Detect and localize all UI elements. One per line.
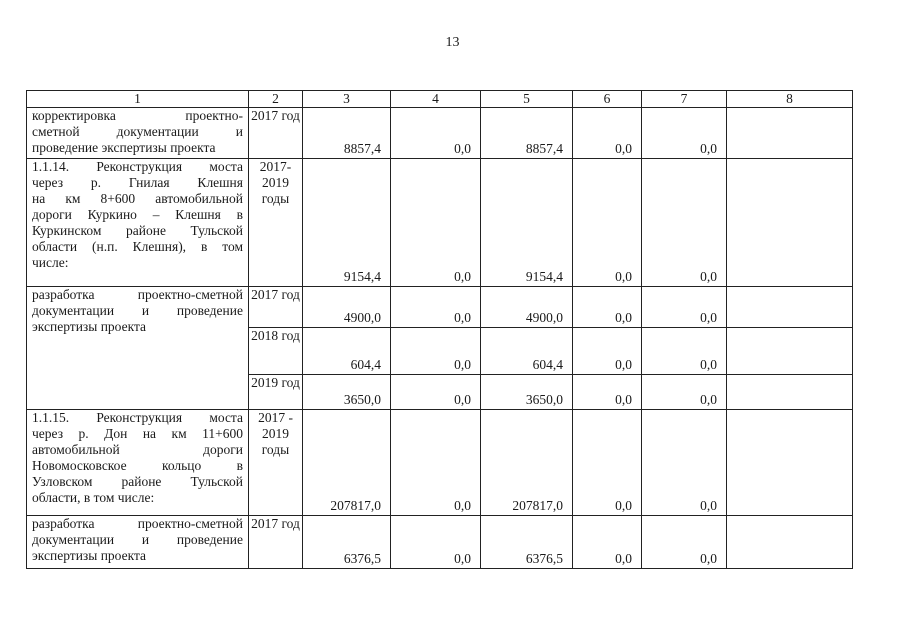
table-row <box>27 516 853 569</box>
description-line: области, в том числе: <box>32 490 155 505</box>
value-cell <box>727 328 853 375</box>
description-line: документации и проведение <box>32 303 243 318</box>
value-cell: 604,4 <box>303 328 391 375</box>
description-line: сметной документации и <box>32 124 243 139</box>
description-line: экспертизы проекта <box>32 548 147 563</box>
description-line: экспертизы проекта <box>32 319 147 334</box>
description-line: области (н.п. Клешня), в том <box>32 239 243 254</box>
value-cell <box>727 108 853 159</box>
description-cell <box>27 410 249 516</box>
value-cell: 0,0 <box>391 159 481 287</box>
value-cell: 6376,5 <box>481 516 573 569</box>
description-line: Узловском районе Тульской <box>32 474 243 489</box>
value-cell: 0,0 <box>573 328 642 375</box>
description-cell <box>27 287 249 410</box>
header-cell: 5 <box>481 91 573 108</box>
value-cell: 0,0 <box>642 410 727 516</box>
table-row <box>27 108 853 159</box>
page-number: 13 <box>445 35 460 50</box>
value-cell: 0,0 <box>642 287 727 328</box>
value-cell: 9154,4 <box>481 159 573 287</box>
value-cell <box>727 410 853 516</box>
value-cell: 4900,0 <box>303 287 391 328</box>
table-row <box>27 287 853 328</box>
value-cell: 0,0 <box>573 287 642 328</box>
value-cell: 0,0 <box>573 516 642 569</box>
value-cell: 8857,4 <box>303 108 391 159</box>
description-cell <box>27 108 249 159</box>
header-cell: 1 <box>27 91 249 108</box>
header-cell: 4 <box>391 91 481 108</box>
value-cell: 0,0 <box>573 375 642 410</box>
year-cell: 2017 год <box>249 108 303 159</box>
year-cell: 2019 год <box>249 375 303 410</box>
header-cell: 3 <box>303 91 391 108</box>
value-cell: 0,0 <box>391 108 481 159</box>
header-cell: 8 <box>727 91 853 108</box>
description-line: через р. Гнилая Клешня <box>32 175 243 190</box>
value-cell: 0,0 <box>573 108 642 159</box>
value-cell: 0,0 <box>642 108 727 159</box>
year-cell: 2017 - 2019 годы <box>249 410 303 516</box>
value-cell: 0,0 <box>642 516 727 569</box>
description-line: Новомосковское кольцо в <box>32 458 243 473</box>
value-cell <box>727 516 853 569</box>
value-cell: 207817,0 <box>481 410 573 516</box>
value-cell: 604,4 <box>481 328 573 375</box>
description-line: 1.1.14. Реконструкция моста <box>32 159 243 174</box>
value-cell: 207817,0 <box>303 410 391 516</box>
value-cell: 0,0 <box>573 159 642 287</box>
header-row <box>27 91 853 108</box>
header-cell: 7 <box>642 91 727 108</box>
description-cell <box>27 159 249 287</box>
value-cell: 3650,0 <box>303 375 391 410</box>
value-cell: 0,0 <box>573 410 642 516</box>
value-cell: 3650,0 <box>481 375 573 410</box>
value-cell: 4900,0 <box>481 287 573 328</box>
value-cell <box>727 159 853 287</box>
description-line: корректировка проектно- <box>32 108 243 123</box>
description-line: 1.1.15. Реконструкция моста <box>32 410 243 425</box>
table-row <box>27 410 853 516</box>
description-line: разработка проектно-сметной <box>32 287 243 302</box>
description-line: разработка проектно-сметной <box>32 516 243 531</box>
budget-table <box>26 90 853 569</box>
description-line: на км 8+600 автомобильной <box>32 191 243 206</box>
value-cell: 9154,4 <box>303 159 391 287</box>
value-cell: 0,0 <box>642 375 727 410</box>
header-cell: 6 <box>573 91 642 108</box>
value-cell: 0,0 <box>391 516 481 569</box>
table-row <box>27 159 853 287</box>
value-cell: 8857,4 <box>481 108 573 159</box>
value-cell <box>727 287 853 328</box>
value-cell <box>727 375 853 410</box>
year-cell: 2017-2019 годы <box>249 159 303 287</box>
description-line: числе: <box>32 255 69 270</box>
value-cell: 0,0 <box>642 328 727 375</box>
description-line: дороги Куркино – Клешня в <box>32 207 243 222</box>
value-cell: 0,0 <box>391 328 481 375</box>
description-line: проведение экспертизы проекта <box>32 140 216 155</box>
value-cell: 0,0 <box>642 159 727 287</box>
value-cell: 0,0 <box>391 410 481 516</box>
year-cell: 2017 год <box>249 287 303 328</box>
year-cell: 2018 год <box>249 328 303 375</box>
description-line: через р. Дон на км 11+600 <box>32 426 243 441</box>
description-line: документации и проведение <box>32 532 243 547</box>
description-line: Куркинском районе Тульской <box>32 223 243 238</box>
header-cell: 2 <box>249 91 303 108</box>
description-cell <box>27 516 249 569</box>
value-cell: 0,0 <box>391 375 481 410</box>
year-cell: 2017 год <box>249 516 303 569</box>
value-cell: 6376,5 <box>303 516 391 569</box>
value-cell: 0,0 <box>391 287 481 328</box>
description-line: автомобильной дороги <box>32 442 243 457</box>
